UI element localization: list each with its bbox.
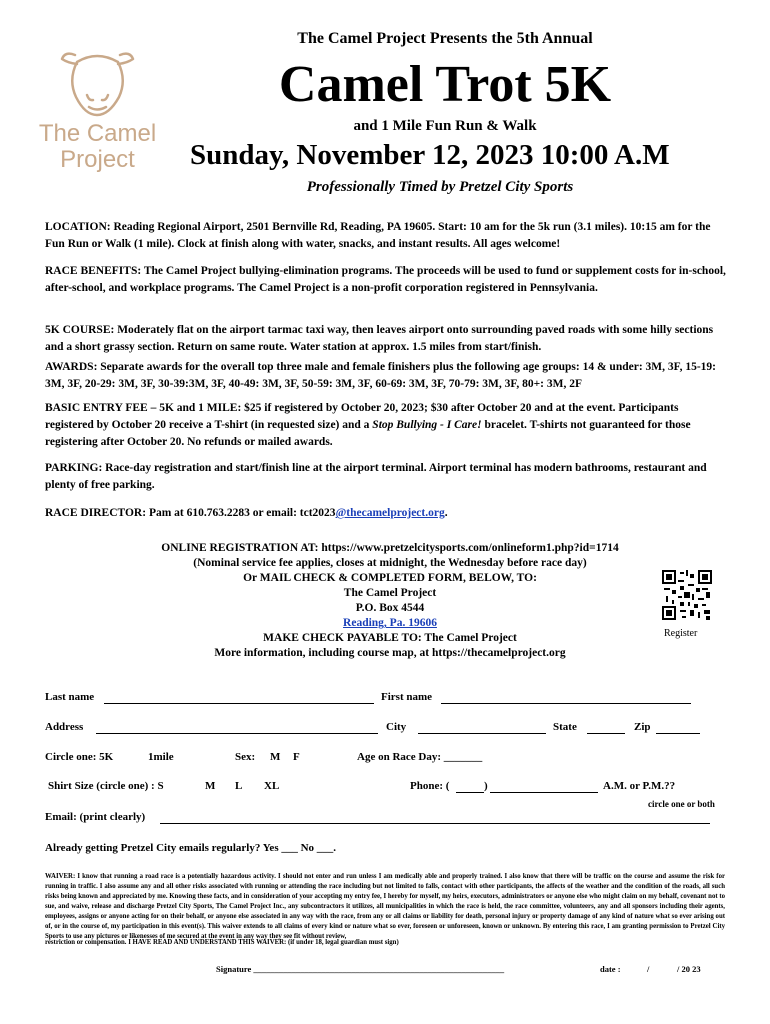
shirt-size-m[interactable]: M [205, 780, 216, 792]
race-choice-1mile[interactable]: 1mile [148, 751, 174, 763]
zip-field[interactable] [656, 723, 700, 734]
email-label: Email: (print clearly) [45, 811, 146, 823]
race-choice-label[interactable]: Circle one: 5K [45, 751, 114, 763]
registration-block [100, 541, 680, 661]
phone-paren: ) [484, 780, 488, 792]
address-field[interactable] [96, 723, 378, 734]
mail-check-line: Or MAIL CHECK & COMPLETED FORM, BELOW, TO: [243, 572, 537, 584]
waiver-text: WAIVER: I know that running a road race is a potentially hazardous activity. I should not enter and run unless I am medically able and properly trained. I also know that there will be traffic on the course and assume the risk for running in traffic. I also assume any and all other risks associated with running or attending the race including but not limited to falls, contact with other participants, the affects of the weather and the condition of the roads, all such risks being known and appreciated by me. Knowing these facts, and in consideration of your accepting my entry fee, I hereby for myself, my heirs, executors, administrators or anyone else who might claim on my behalf, covenant not to sue, and waive, release and discharge Pretzel City Sports, The Camel Project Inc., any subcontractors it utilizes, all municipalities in which the race is held, the race committee, volunteers, any and all sponsors including their agents, employees, assigns or anyone acting for on their behalf, or anyone else associated in any way with the race, from any or all claims or liability for death, personal injury or property damage of any kind of nature what so ever arising out of, or in the course of, my participation in this event(s). This waiver extends to all claims of every kind or nature what so ever, foreseen or unforeseen, known or unknown. By entering this race, I am granting permission to Pretzel City Sports to use any pictures or likenesses of me secured at the event in any way they see fit without review, [45, 873, 725, 940]
qr-code[interactable] [662, 570, 712, 620]
mail-city-link[interactable]: Reading, Pa. 19606 [343, 617, 437, 629]
phone-area-code-field[interactable] [456, 782, 484, 793]
first-name-label: First name [381, 691, 433, 703]
phone-number-field[interactable] [490, 782, 598, 793]
address-label: Address [45, 721, 84, 733]
date-slash: / [647, 964, 650, 974]
logo-name-line2: Project [60, 146, 135, 173]
sex-label: Sex: [235, 751, 256, 763]
online-registration: ONLINE REGISTRATION AT: https://www.pretzelcitysports.com/onlineform1.php?id=1714 [161, 542, 619, 554]
last-name-field[interactable] [104, 693, 374, 704]
event-title: Camel Trot 5K [278, 56, 612, 113]
state-field[interactable] [587, 723, 625, 734]
fee-bracelet-name: Stop Bullying - I Care! [372, 419, 482, 431]
zip-label: Zip [634, 721, 651, 733]
fee-text-a: BASIC ENTRY FEE – 5K and 1 MILE: $25 if registered by October 20, 2023; $30 after October 20 and at the event. Participants registered by October 20 receive a T-shirt (in requested size) and a [45, 402, 679, 431]
qr-code-icon [662, 570, 712, 620]
shirt-size-l[interactable]: L [235, 780, 243, 792]
state-label: State [553, 721, 577, 733]
director-email-link[interactable]: @thecamelproject.org [335, 507, 445, 519]
age-field[interactable]: Age on Race Day: _______ [357, 751, 483, 763]
circle-both-note: circle one or both [648, 799, 715, 809]
qr-caption: Register [664, 628, 698, 639]
mail-name: The Camel Project [343, 587, 437, 599]
director-text: RACE DIRECTOR: Pam at 610.763.2283 or email: tct2023 [45, 507, 336, 519]
service-fee-note: (Nominal service fee applies, closes at midnight, the Wednesday before race day) [193, 557, 587, 569]
city-field[interactable] [418, 723, 546, 734]
phone-label: Phone: ( [410, 780, 450, 792]
director-suffix: . [444, 507, 448, 519]
first-name-field[interactable] [441, 693, 691, 704]
logo-name-line1: The Camel [38, 120, 157, 147]
pretzel-city-emails-question[interactable]: Already getting Pretzel City emails regularly? Yes ___ No ___. [45, 842, 337, 854]
parking-section: PARKING: Race-day registration and start/finish line at the airport terminal. Airport terminal has modern bathrooms, restaurant and plenty of free parking. [45, 462, 707, 491]
event-subtitle: and 1 Mile Fun Run & Walk [353, 118, 537, 134]
fee-text-b: bracelet. T-shirts not guaranteed for those registering after October 20. No refunds or mailed awards. [45, 419, 691, 448]
shirt-size-label[interactable]: Shirt Size (circle one) : S [48, 780, 164, 792]
event-date: Sunday, November 12, 2023 10:00 A.M [190, 139, 670, 171]
signature-field[interactable]: Signature ___________________________________________________________ [216, 964, 505, 974]
benefits-section: RACE BENEFITS: The Camel Project bullying-elimination programs. The proceeds will be used to fund or supplement costs for in-school, after-school, and workplace programs. The Camel Project is a non-profit corporation registered in Pennsylvania. [45, 265, 726, 294]
ampm-choice[interactable]: A.M. or P.M.?? [603, 780, 676, 792]
date-label: date : [600, 964, 621, 974]
city-label: City [386, 721, 407, 733]
sex-option-f[interactable]: F [293, 751, 300, 763]
fee-section [45, 400, 730, 451]
shirt-size-xl[interactable]: XL [264, 780, 280, 792]
camel-logo [35, 45, 160, 175]
course-section: 5K COURSE: Moderately flat on the airport tarmac taxi way, then leaves airport onto surrounding paved roads with some hilly sections and a short grassy section. Return on same route. Water station at approx. 1.5 miles from start/finish. [45, 324, 714, 353]
date-year: / 20 23 [677, 964, 701, 974]
timed-by: Professionally Timed by Pretzel City Sports [306, 179, 574, 195]
director-section [45, 505, 730, 522]
waiver-acknowledgement: restriction or compensation. I HAVE READ AND UNDERSTAND THIS WAIVER: (if under 18, legal guardian must sign) [45, 939, 399, 946]
payable-to: MAKE CHECK PAYABLE TO: The Camel Project [263, 632, 517, 644]
more-info-line: More information, including course map, at https://thecamelproject.org [214, 647, 566, 659]
awards-section: AWARDS: Separate awards for the overall top three male and female finishers plus the following age groups: 14 & under: 3M, 3F, 15-19: 3M, 3F, 20-29: 3M, 3F, 30-39:3M, 3F, 40-49: 3M, 3F, 50-59: 3M, 3F, 60-69: 3M, 3F, 70-79: 3M, 3F, 80+: 3M, 2F [45, 361, 717, 390]
last-name-label: Last name [45, 691, 95, 703]
email-field[interactable] [160, 813, 710, 824]
camel-head-icon [35, 45, 160, 120]
sex-option-m[interactable]: M [270, 751, 281, 763]
mail-po-box: P.O. Box 4544 [355, 602, 425, 614]
presents-line: The Camel Project Presents the 5th Annual [297, 30, 593, 47]
location-section: LOCATION: Reading Regional Airport, 2501 Bernville Rd, Reading, PA 19605. Start: 10 am for the 5k run (3.1 miles). 10:15 am for the Fun Run or Walk (1 mile). Clock at finish along with water, snacks, and instant results. All ages welcome! [45, 221, 711, 250]
